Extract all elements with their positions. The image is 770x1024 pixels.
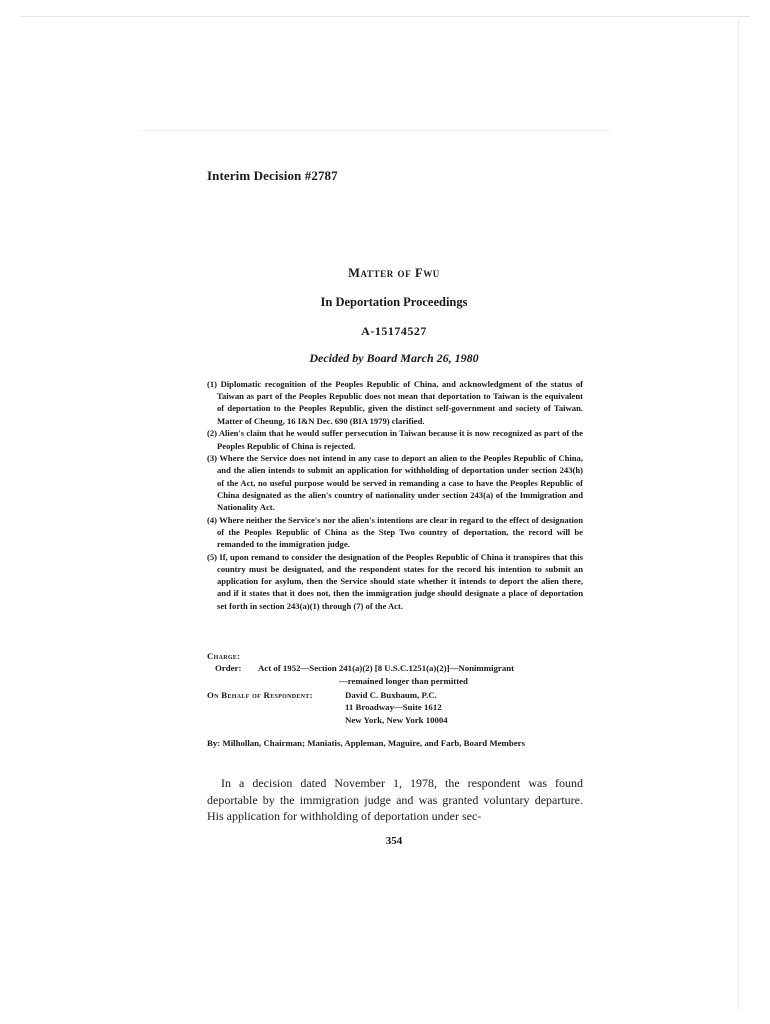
- counsel-line: David C. Buxbaum, P.C.: [345, 690, 437, 700]
- counsel-line: 11 Broadway—Suite 1612: [345, 702, 442, 713]
- opinion-body: [207, 775, 583, 825]
- order-continuation: —remained longer than permitted: [339, 675, 468, 686]
- headnote-3: (3) Where the Service does not intend in any case to deport an alien to the Peoples Republic of China, and the alien intends to submit an application for withholding of deportation under section 243(h) of the Act, no useful purpose would be served in remanding a case to have the Peoples Republic of China designated as the alien's country of nationality under section 243(a) of the Immigration and Nationality Act.: [207, 453, 583, 513]
- board-members: By: Milhollan, Chairman; Maniatis, Appleman, Maguire, and Farb, Board Members: [207, 738, 525, 748]
- scan-artifact-upper: [140, 130, 610, 131]
- counsel-address: [345, 689, 448, 726]
- headnote-5: (5) If, upon remand to consider the designation of the Peoples Republic of China it transpires that this country must be designated, and the respondent states for the record his intention to submit an application for asylum, then the Service should state whether it intends to deport the alien there, and if it states that it does not, then the immigration judge should designate a place of deportation set forth in section 243(a)(1) through (7) of the Act.: [207, 551, 583, 611]
- order-label: Order:: [215, 663, 242, 674]
- case-title: Matter of Fwu: [348, 266, 440, 280]
- order-row: [207, 662, 587, 674]
- decided-date: Decided by Board March 26, 1980: [309, 351, 479, 365]
- charge-label: Charge:: [207, 651, 241, 661]
- proceedings-type: In Deportation Proceedings: [320, 295, 468, 309]
- headnote-4: (4) Where neither the Service's nor the alien's intentions are clear in regard to the effect of designation of the Peoples Republic of China as the Step Two country of deportation, the record will be remanded to the immigration judge.: [207, 514, 583, 550]
- behalf-label: On Behalf of Respondent:: [207, 690, 313, 700]
- headnotes: [207, 378, 583, 612]
- page-number: 354: [385, 835, 403, 847]
- opinion-paragraph: In a decision dated November 1, 1978, the respondent was found deportable by the immigration judge and was granted voluntary departure. His application for withholding of deportation under sec-: [207, 776, 583, 824]
- headnote-1: (1) Diplomatic recognition of the Peoples Republic of China, and acknowledgment of the status of Taiwan as part of the Peoples Republic does not mean that deportation to Taiwan is the equivalent of deportation to the Peoples Republic, given the distinct self-government and society of Taiwan. Matter of Cheung, 16 I&N Dec. 690 (BIA 1979) clarified.: [207, 379, 583, 426]
- headnote-2: (2) Alien's claim that he would suffer persecution in Taiwan because it is now recognized as part of the Peoples Republic of China is rejected.: [207, 428, 583, 451]
- file-number: A-15174527: [361, 324, 427, 338]
- interim-decision-header: Interim Decision #2787: [207, 168, 338, 183]
- counsel-line: New York, New York 10004: [345, 714, 448, 725]
- scan-artifact-top: [20, 16, 750, 17]
- scan-artifact-right-edge: [738, 20, 739, 1010]
- order-text: Act of 1952—Section 241(a)(2) [8 U.S.C.1251(a)(2)]—Nonimmigrant: [258, 663, 515, 674]
- counsel-section: [207, 689, 587, 726]
- charge-section: [207, 650, 587, 687]
